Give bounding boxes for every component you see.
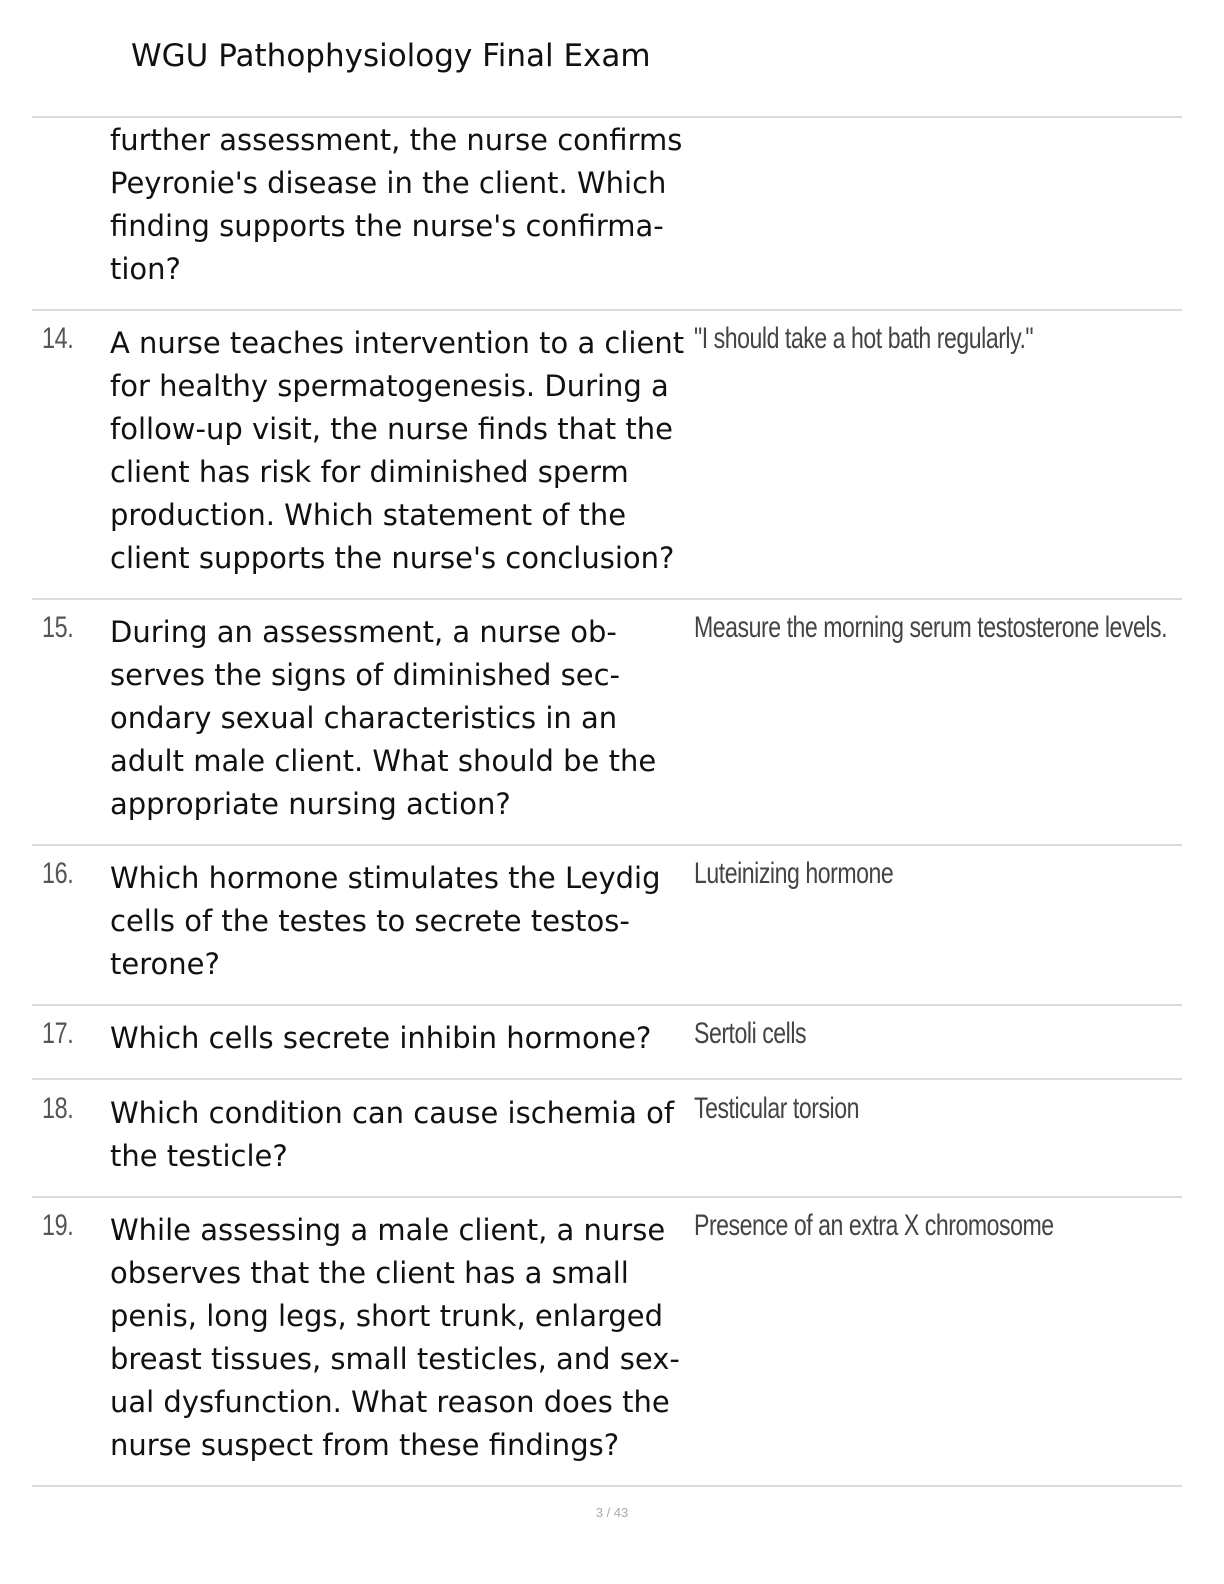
answer-text: Presence of an extra X chromosome — [694, 1209, 1054, 1242]
question-text: Which condition can cause ischemia of the testicle? — [110, 1096, 675, 1173]
question-number: 17. — [42, 1017, 74, 1050]
answer-text: "I should take a hot bath regularly." — [694, 322, 1034, 355]
divider — [32, 1196, 1182, 1198]
divider — [32, 116, 1182, 118]
question-number: 19. — [42, 1209, 74, 1242]
page-number: 3 / 43 — [595, 1505, 629, 1520]
page-title: WGU Pathophysiology Final Exam — [131, 38, 651, 74]
question-text: During an assessment, a nurse ob- serves the signs of diminished sec- ondary sexual characteristics in an adult male client. What should be the appropriate nursing action? — [110, 615, 657, 821]
question-number: 18. — [42, 1092, 74, 1125]
answer-text: Luteinizing hormone — [694, 857, 894, 890]
answer-text: Sertoli cells — [694, 1017, 807, 1050]
question-number: 16. — [42, 857, 74, 890]
divider — [32, 844, 1182, 846]
question-number: 15. — [42, 611, 74, 644]
answer-text: Testicular torsion — [694, 1092, 860, 1125]
question-text: Which cells secrete inhibin hormone? — [110, 1021, 652, 1055]
answer-text: Measure the morning serum testosterone levels. — [694, 611, 1168, 644]
question-text: While assessing a male client, a nurse observes that the client has a small penis, long legs, short trunk, enlarged breast tissues, small testicles, and sex- ual dysfunction. What reason does the nurse suspect from these findings? — [110, 1213, 680, 1462]
question-number: 14. — [42, 322, 74, 355]
divider — [32, 1485, 1182, 1487]
question-text: A nurse teaches intervention to a client for healthy spermatogenesis. During a follow-up visit, the nurse finds that the client has risk for diminished sperm production. Which statement of the client supports the nurse's conclusion? — [110, 326, 685, 575]
divider — [32, 1004, 1182, 1006]
question-text: Which hormone stimulates the Leydig cells of the testes to secrete testos- terone? — [110, 861, 661, 981]
divider — [32, 1078, 1182, 1080]
question-text: further assessment, the nurse confirms Peyronie's disease in the client. Which finding supports the nurse's confirma- tion? — [110, 123, 683, 286]
divider — [32, 598, 1182, 600]
divider — [32, 309, 1182, 311]
